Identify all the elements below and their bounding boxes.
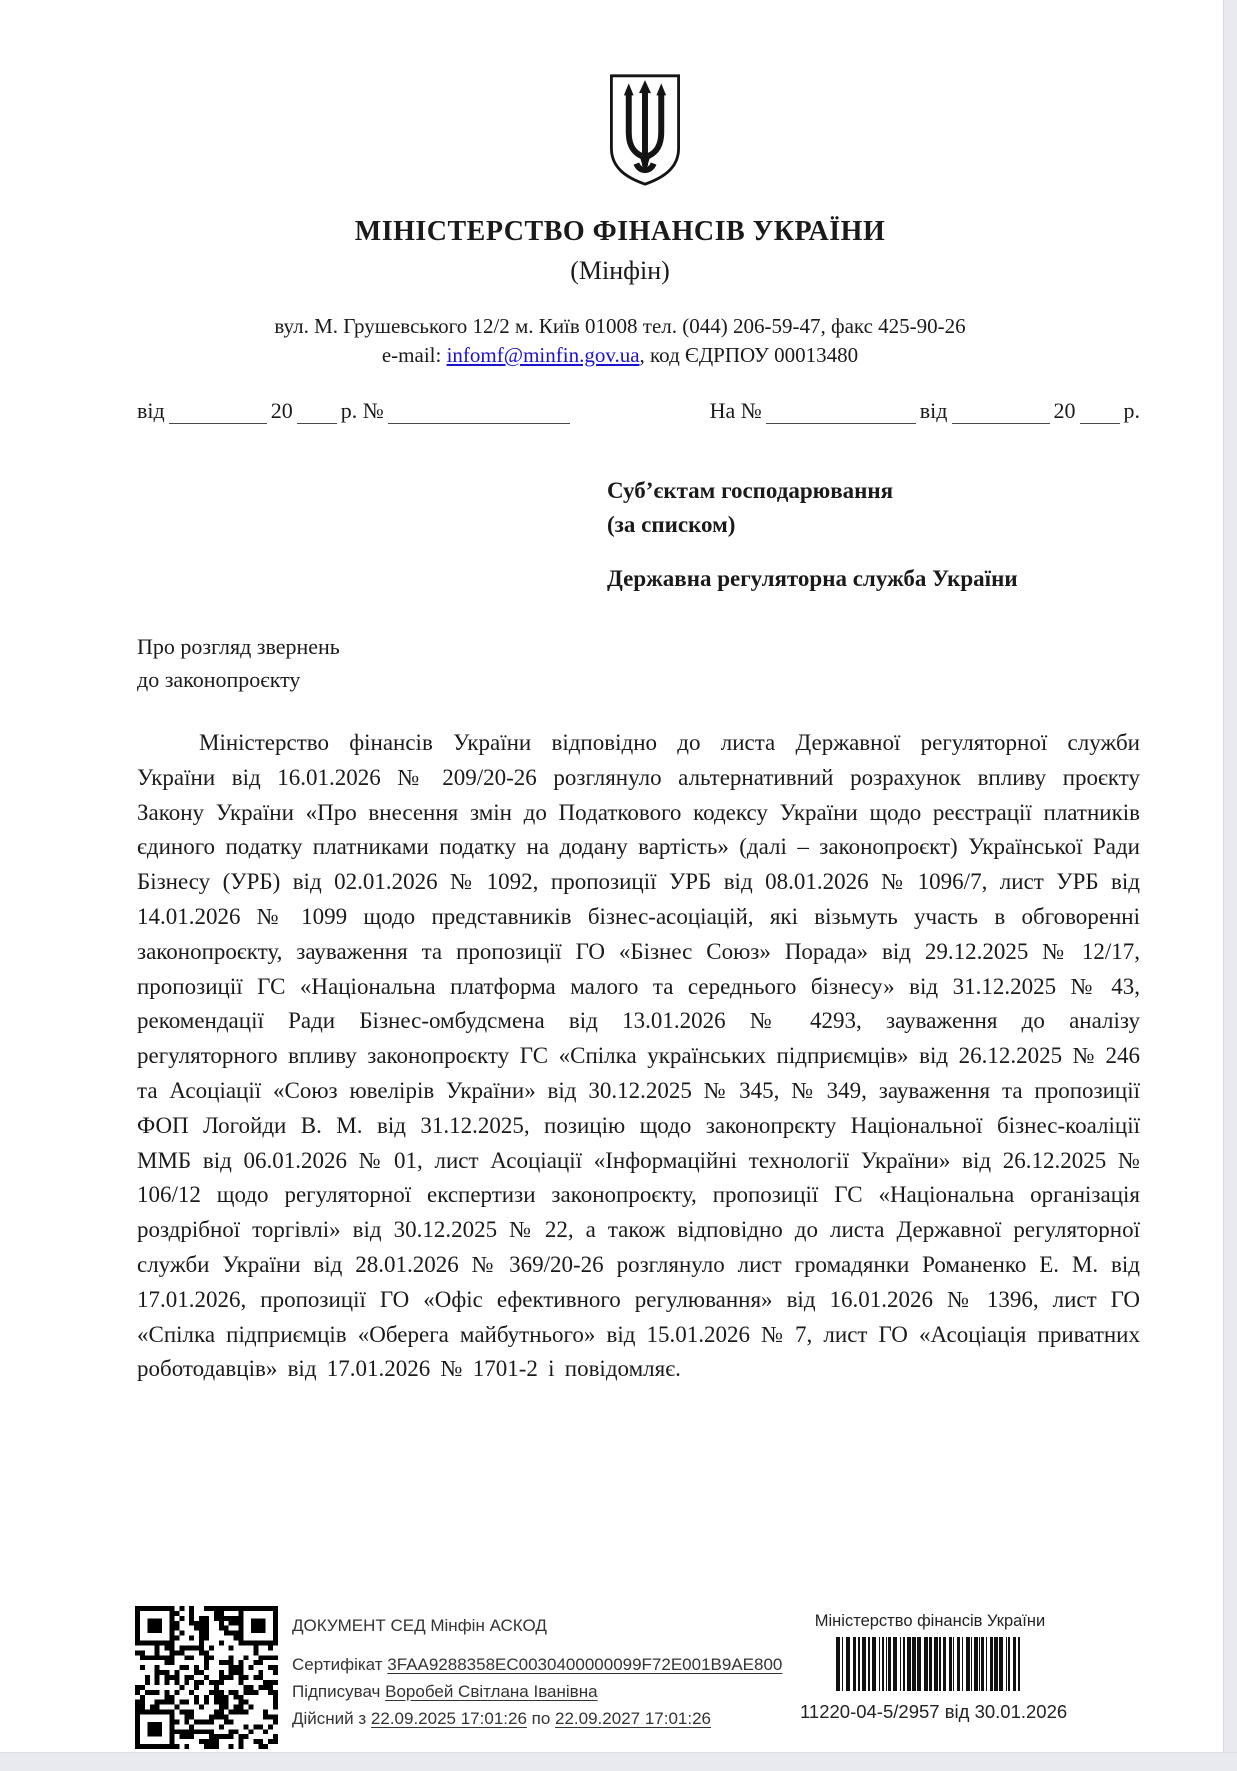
signer-row bbox=[292, 1682, 812, 1702]
email-line bbox=[40, 343, 1200, 368]
year-blank bbox=[297, 400, 337, 424]
edrpou-code: , код ЄДРПОУ 00013480 bbox=[639, 343, 859, 367]
email-label: e-mail: bbox=[381, 343, 447, 367]
ukraine-trident-emblem bbox=[606, 72, 684, 188]
reference-line bbox=[137, 398, 1140, 424]
ministry-short-name: (Мінфін) bbox=[570, 256, 670, 285]
date-blank bbox=[169, 400, 267, 424]
addressee-regulatory-service: Державна регуляторна служба України bbox=[607, 566, 1018, 591]
certificate-row bbox=[292, 1655, 812, 1675]
signature-info-block bbox=[292, 1616, 812, 1736]
addressee-line-2: (за списком) bbox=[607, 512, 736, 537]
registration-stamp bbox=[800, 1612, 1068, 1723]
certificate-label: Сертифікат bbox=[292, 1655, 388, 1674]
ref-na-no: На № bbox=[709, 398, 762, 423]
ref-number-label: р. № bbox=[340, 398, 384, 423]
body-paragraph: Міністерство фінансів України відповідно до листа Державної регуляторної служби України від 16.01.2026 № 209/20-26 розглянуло альтернативний розрахунок впливу проєкту Закону України «Про внесення змін до Податкового кодексу України щодо реєстрації платників єдиного податку платниками податку на додану вартість» (далі – законопроєкт) Української Ради Бізнесу (УРБ) від 02.01.2026 № 1092, пропозиції УРБ від 08.01.2026 № 1096/7, лист УРБ від 14.01.2026 № 1099 щодо представників бізнес-асоціацій, які візьмуть участь в обговоренні законопроєкту, зауваження та пропозиції ГО «Бізнес Союз» Порада» від 29.12.2025 № 12/17, пропозиції ГС «Національна платформа малого та середнього бізнесу» від 31.12.2025 № 43, рекомендації Ради Бізнес-омбудсмена від 13.01.2026 № 4293, зауваження до аналізу регуляторного впливу законопроєкту ГС «Спілка українських підприємців» від 26.12.2025 № 246 та Асоціації «Союз ювелірів України» від 30.12.2025 № 345, № 349, зауваження та пропозиції ФОП Логойди В. М. від 31.12.2025, позицію щодо законопрєкту Національної бізнес-коаліції ММБ від 06.01.2026 № 01, лист Асоціації «Інформаційні технології України» від 26.12.2025 № 106/12 щодо регуляторної експертизи законопроєкту, пропозиції ГС «Національна організація роздрібної торгівлі» від 30.12.2025 № 22, а також відповідно до листа Державної регуляторної служби України від 28.01.2026 № 369/20-26 розглянуло лист громадянки Романенко Е. М. від 17.01.2026, пропозиції ГО «Офіс ефективного регулювання» від 16.01.2026 № 1396, лист ГО «Спілка підприємців «Оберега майбутнього» від 15.01.2026 № 7, лист ГО «Асоціація приватних роботодавців» від 17.01.2026 № 1701-2 і повідомляє. bbox=[137, 730, 1140, 1382]
validity-from: 22.09.2025 17:01:26 bbox=[370, 1709, 527, 1728]
ref-year-left: 20 bbox=[270, 398, 293, 423]
validity-row bbox=[292, 1709, 812, 1729]
subject-block bbox=[137, 630, 340, 696]
signer-label: Підписувач bbox=[292, 1682, 386, 1701]
validity-to: 22.09.2027 17:01:26 bbox=[555, 1709, 711, 1728]
stamp-doc-number: 11220-04-5/2957 від 30.01.2026 bbox=[800, 1701, 1068, 1722]
ref-r-right: р. bbox=[1123, 398, 1140, 423]
barcode bbox=[836, 1637, 1024, 1691]
page-edge-right bbox=[1223, 0, 1237, 1770]
ministry-title: МІНІСТЕРСТВО ФІНАНСІВ УКРАЇНИ bbox=[354, 216, 886, 247]
certificate-value: 3FAA9288358EC0030400000099F72E001B9AE800 bbox=[387, 1655, 783, 1674]
outgoing-ref-group bbox=[137, 398, 574, 424]
addressee-block bbox=[607, 474, 1147, 542]
addressee-line-1: Суб’єктам господарювання bbox=[607, 478, 894, 503]
ref-year-right: 20 bbox=[1053, 398, 1076, 423]
ref-vid-left: від bbox=[137, 398, 165, 423]
page-edge-bottom bbox=[0, 1752, 1237, 1771]
signer-value: Воробей Світлана Іванівна bbox=[385, 1682, 598, 1701]
incoming-ref-group bbox=[710, 398, 1140, 424]
subject-line-2: до законопроєкту bbox=[137, 667, 301, 692]
subject-line-1: Про розгляд звернень bbox=[137, 634, 340, 659]
validity-middle: по bbox=[526, 1709, 556, 1728]
number-blank bbox=[388, 400, 570, 424]
stamp-org-name: Міністерство фінансів України bbox=[814, 1612, 1046, 1630]
incoming-year-blank bbox=[1080, 400, 1120, 424]
sed-system-label: ДОКУМЕНТ СЕД Мінфін АСКОД bbox=[292, 1616, 547, 1635]
address-line: вул. М. Грушевського 12/2 м. Київ 01008 тел. (044) 206-59-47, факс 425-90-26 bbox=[274, 314, 966, 338]
ref-vid-right: від bbox=[919, 398, 948, 423]
validity-label: Дійсний з bbox=[292, 1709, 371, 1728]
qr-code bbox=[135, 1606, 278, 1749]
incoming-number-blank bbox=[766, 400, 916, 424]
incoming-date-blank bbox=[952, 400, 1050, 424]
email-link[interactable]: infomf@minfin.gov.ua bbox=[446, 343, 640, 367]
